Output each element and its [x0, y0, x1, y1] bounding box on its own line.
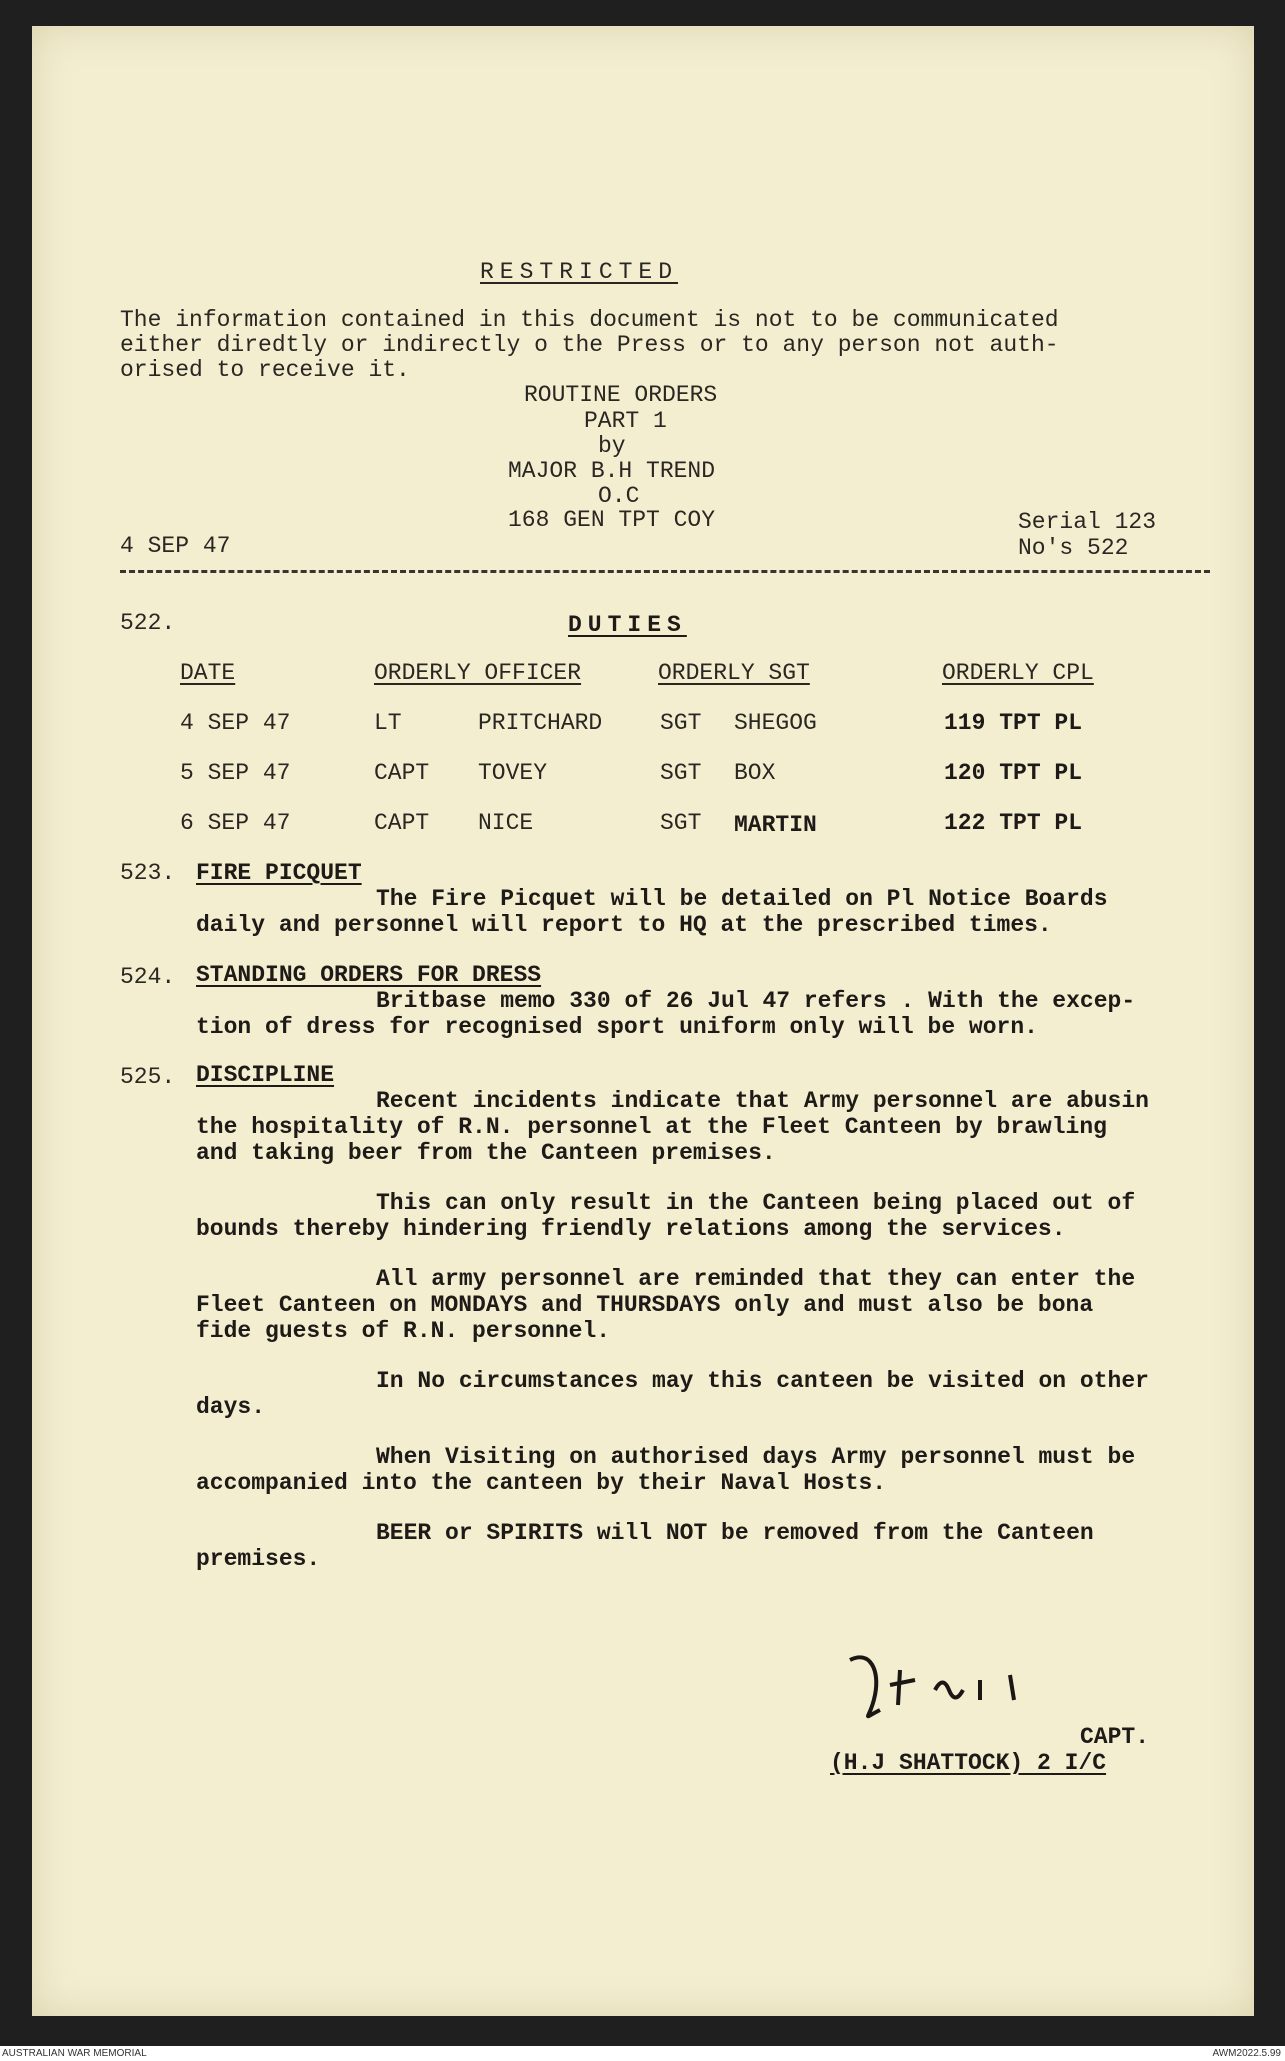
column-header-cpl: ORDERLY CPL — [942, 660, 1094, 686]
document-part: PART 1 — [584, 408, 667, 434]
serial-number: Serial 123 — [1018, 509, 1157, 535]
order-text-line: All army personnel are reminded that they can enter the — [376, 1266, 1136, 1292]
cpl-platoon: 119 TPT PL — [944, 710, 1083, 736]
order-text-line: premises. — [196, 1546, 321, 1572]
duties-heading: DUTIES — [568, 612, 687, 638]
officer-name: TOVEY — [478, 760, 548, 786]
officer-rank: CAPT — [374, 760, 430, 786]
order-text-line: In No circumstances may this canteen be visited on other — [376, 1368, 1149, 1394]
signatory-name: (H.J SHATTOCK) 2 I/C — [830, 1750, 1107, 1776]
column-header-date: DATE — [180, 660, 236, 686]
restriction-notice-line: either diredtly or indirectly o the Press or to any person not auth- — [120, 332, 1059, 358]
order-text-line: the hospitality of R.N. personnel at the Fleet Canteen by brawling — [196, 1114, 1107, 1140]
restriction-notice-line: orised to receive it. — [120, 357, 410, 383]
order-text-line: BEER or SPIRITS will NOT be removed from the Canteen — [376, 1520, 1094, 1546]
document-by: by — [598, 433, 626, 459]
order-text-line: This can only result in the Canteen being placed out of — [376, 1190, 1136, 1216]
issuing-officer: MAJOR B.H TREND — [508, 458, 716, 484]
order-text-line: fide guests of R.N. personnel. — [196, 1318, 611, 1344]
discipline-heading: DISCIPLINE — [196, 1062, 335, 1088]
order-text-line: accompanied into the canteen by their Naval Hosts. — [196, 1470, 887, 1496]
duty-date: 4 SEP 47 — [180, 710, 291, 736]
sgt-name: MARTIN — [734, 812, 817, 838]
archive-name: AUSTRALIAN WAR MEMORIAL — [2, 2048, 147, 2059]
order-text-line: daily and personnel will report to HQ at the prescribed times. — [196, 912, 1052, 938]
order-text-line: days. — [196, 1394, 266, 1420]
order-text-line: bounds thereby hindering friendly relations among the services. — [196, 1216, 1066, 1242]
unit-name: 168 GEN TPT COY — [508, 507, 716, 533]
order-text-line: When Visiting on authorised days Army personnel must be — [376, 1444, 1136, 1470]
column-header-sgt: ORDERLY SGT — [658, 660, 810, 686]
order-number: 523. — [120, 860, 176, 886]
officer-rank: CAPT — [374, 810, 430, 836]
order-text-line: Fleet Canteen on MONDAYS and THURSDAYS only and must also be bona — [196, 1292, 1094, 1318]
officer-rank: LT — [374, 710, 402, 736]
sgt-rank: SGT — [660, 810, 702, 836]
sgt-rank: SGT — [660, 760, 702, 786]
signatory-rank: CAPT. — [1080, 1724, 1150, 1750]
order-text-line: Britbase memo 330 of 26 Jul 47 refers . With the excep- — [376, 988, 1136, 1014]
sgt-name: BOX — [734, 760, 776, 786]
order-text-line: The Fire Picquet will be detailed on Pl Notice Boards — [376, 886, 1108, 912]
document-title: ROUTINE ORDERS — [524, 382, 718, 408]
restriction-notice-line: The information contained in this document is not to be communicated — [120, 307, 1059, 333]
order-number: 524. — [120, 964, 176, 990]
cpl-platoon: 120 TPT PL — [944, 760, 1083, 786]
sgt-rank: SGT — [660, 710, 702, 736]
order-text-line: and taking beer from the Canteen premises. — [196, 1140, 776, 1166]
document-date: 4 SEP 47 — [120, 533, 231, 559]
dress-orders-heading: STANDING ORDERS FOR DRESS — [196, 962, 542, 988]
order-text-line: Recent incidents indicate that Army personnel are abusin — [376, 1088, 1149, 1114]
duty-date: 6 SEP 47 — [180, 810, 291, 836]
fire-picquet-heading: FIRE PICQUET — [196, 860, 362, 886]
officer-name: NICE — [478, 810, 534, 836]
sgt-name: SHEGOG — [734, 710, 817, 736]
order-number: 525. — [120, 1064, 176, 1090]
header-divider — [120, 570, 1210, 573]
order-number: 522. — [120, 610, 176, 636]
archive-footer — [0, 2046, 1285, 2061]
column-header-officer: ORDERLY OFFICER — [374, 660, 582, 686]
cpl-platoon: 122 TPT PL — [944, 810, 1083, 836]
order-text-line: tion of dress for recognised sport uniform only will be worn. — [196, 1014, 1038, 1040]
archive-reference: AWM2022.5.99 — [1212, 2048, 1281, 2059]
classification-heading: RESTRICTED — [480, 259, 679, 285]
officer-role: O.C — [598, 483, 640, 509]
duty-date: 5 SEP 47 — [180, 760, 291, 786]
order-numbers: No's 522 — [1018, 535, 1129, 561]
officer-name: PRITCHARD — [478, 710, 603, 736]
